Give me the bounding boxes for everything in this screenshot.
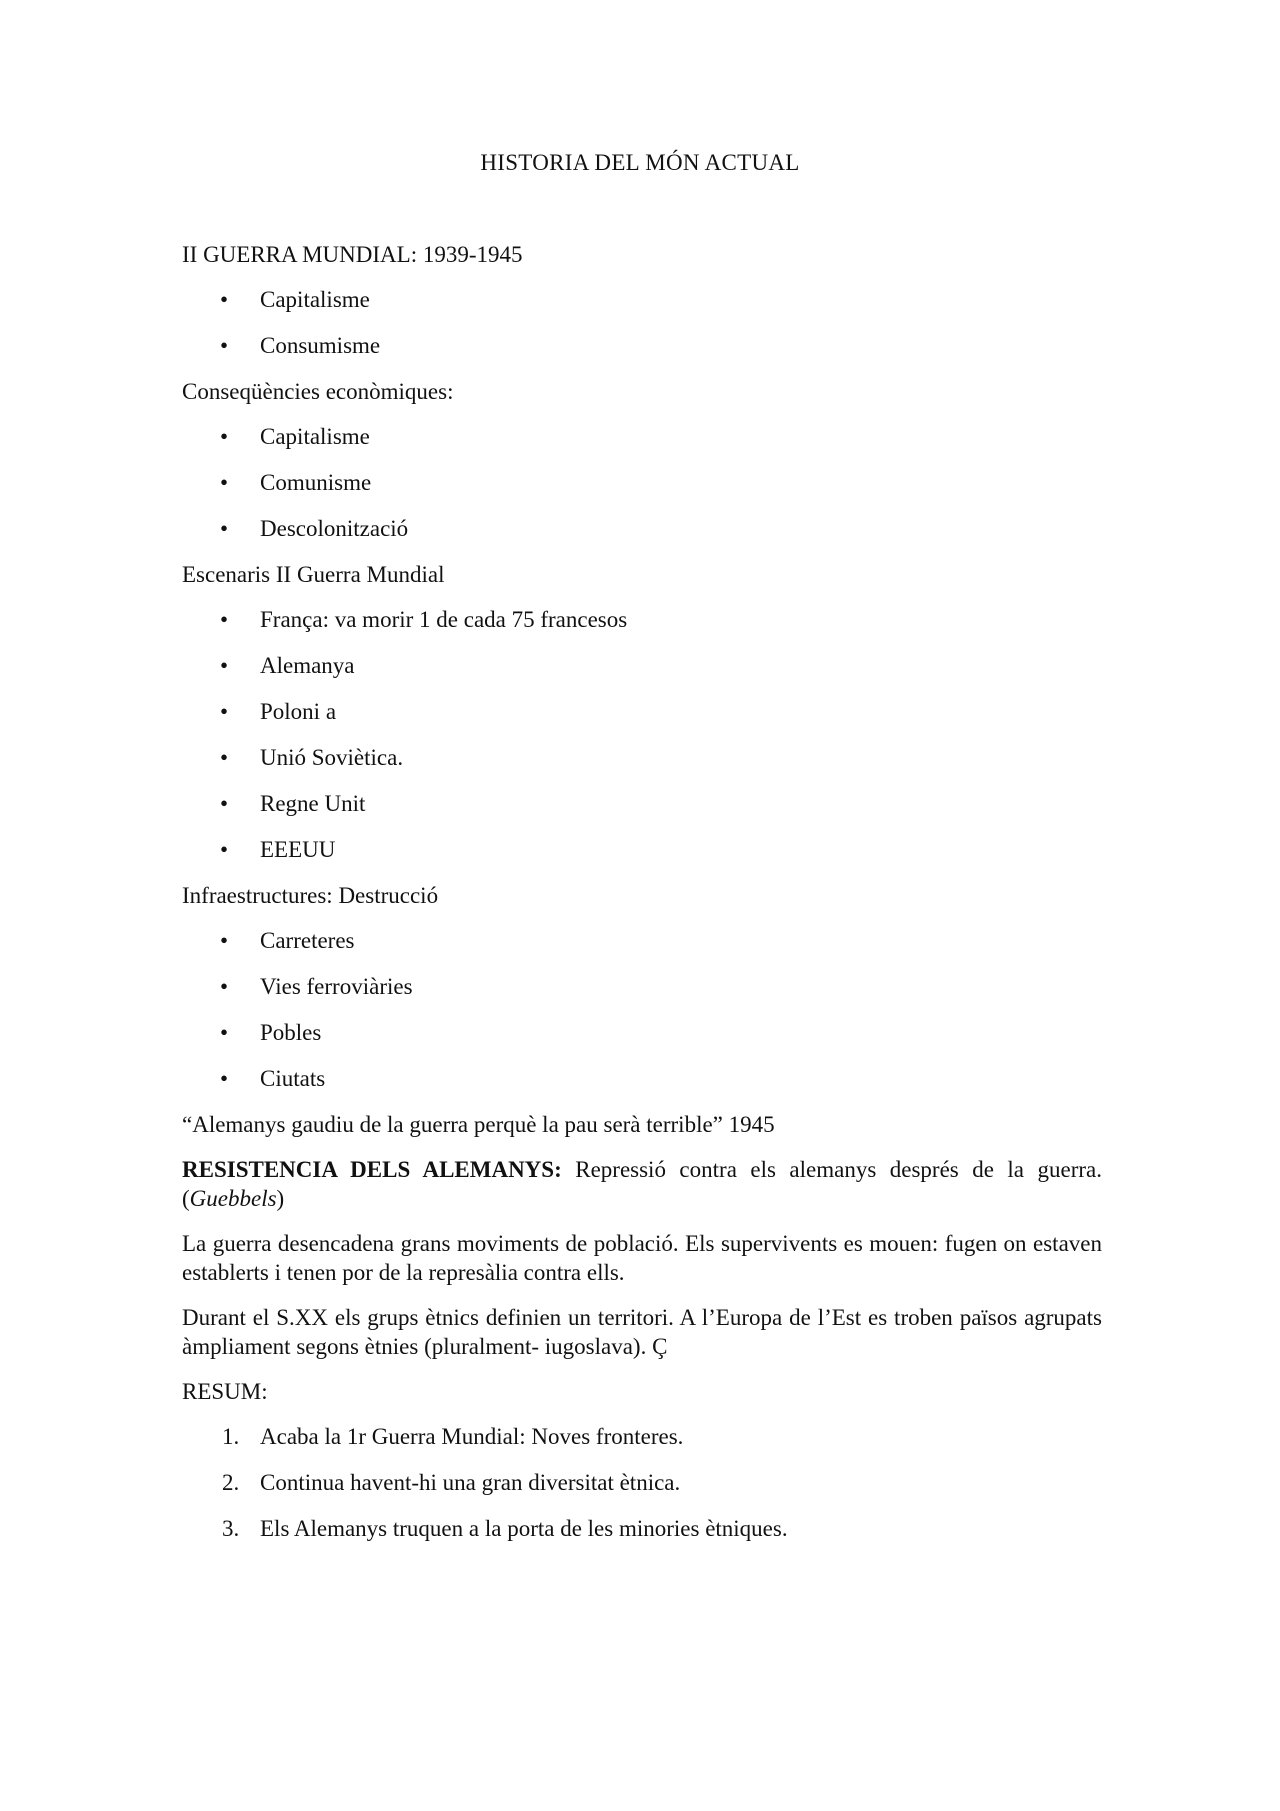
population-paragraph: La guerra desencadena grans moviments de població. Els supervivents es mouen: fugen on estaven establerts i tenen por de la represàlia contra ells. (182, 1231, 1102, 1285)
bullet-icon: • (220, 287, 229, 312)
list-item: 1. Acaba la 1r Guerra Mundial: Noves fronteres. (222, 1424, 684, 1449)
list-number: 1. (222, 1424, 240, 1449)
bullet-icon: • (220, 928, 229, 953)
quote: “Alemanys gaudiu de la guerra perquè la pau serà terrible” 1945 (182, 1112, 775, 1137)
bullet-icon: • (220, 333, 229, 358)
list-item: • Comunisme (220, 470, 372, 495)
list-item: • Unió Soviètica. (220, 745, 404, 770)
list-item: • Capitalisme (220, 287, 370, 312)
bullet-icon: • (220, 470, 229, 495)
resistance-heading: RESISTENCIA DELS ALEMANYS: (182, 1157, 562, 1182)
list-item: • Regne Unit (220, 791, 366, 816)
list-item: • Vies ferroviàries (220, 974, 413, 999)
bullet-icon: • (220, 745, 229, 770)
list-item: • Carreteres (220, 928, 355, 953)
section-heading-war: II GUERRA MUNDIAL: 1939-1945 (182, 242, 523, 267)
bullet-list-infrastructure (182, 926, 1102, 1093)
bullet-icon: • (220, 791, 229, 816)
list-item: • Pobles (220, 1020, 322, 1045)
resistance-paragraph: RESISTENCIA DELS ALEMANYS: Repressió contra els alemanys després de la guerra. (Guebbels) (182, 1157, 1102, 1211)
bullet-list-economic (182, 422, 1102, 543)
section-heading-infrastructure: Infraestructures: Destrucció (182, 883, 439, 908)
resistance-source: Guebbels (189, 1186, 277, 1211)
list-number: 2. (222, 1470, 240, 1495)
section-heading-scenarios: Escenaris II Guerra Mundial (182, 562, 445, 587)
bullet-icon: • (220, 1020, 229, 1045)
list-item: • Poloni a (220, 699, 337, 724)
bullet-list-scenarios (182, 605, 1102, 864)
ethnic-groups-paragraph: Durant el S.XX els grups ètnics definien un territori. A l’Europa de l’Est es troben països agrupats àmpliament segons ètnies (pluralment- iugoslava). Ç (182, 1305, 1102, 1359)
list-item: • França: va morir 1 de cada 75 francesos (220, 607, 628, 632)
bullet-icon: • (220, 837, 229, 862)
summary-list (182, 1422, 1102, 1543)
bullet-icon: • (220, 516, 229, 541)
bullet-icon: • (220, 974, 229, 999)
list-item: • Ciutats (220, 1066, 326, 1091)
bullet-icon: • (220, 424, 229, 449)
list-item: 3. Els Alemanys truquen a la porta de les minories ètniques. (222, 1516, 788, 1541)
bullet-list-war (182, 285, 1102, 360)
bullet-icon: • (220, 1066, 229, 1091)
list-item: • Descolonització (220, 516, 409, 541)
bullet-icon: • (220, 607, 229, 632)
list-item: 2. Continua havent-hi una gran diversitat ètnica. (222, 1470, 681, 1495)
bullet-icon: • (220, 699, 229, 724)
list-item: • Consumisme (220, 333, 381, 358)
list-item: • Capitalisme (220, 424, 370, 449)
summary-heading: RESUM: (182, 1379, 268, 1404)
document-body (182, 240, 1102, 1560)
list-number: 3. (222, 1516, 240, 1541)
bullet-icon: • (220, 653, 229, 678)
list-item: • EEEUU (220, 837, 336, 862)
list-item: • Alemanya (220, 653, 355, 678)
page-title: HISTORIA DEL MÓN ACTUAL (480, 150, 800, 175)
section-heading-economic: Conseqüències econòmiques: (182, 379, 454, 404)
